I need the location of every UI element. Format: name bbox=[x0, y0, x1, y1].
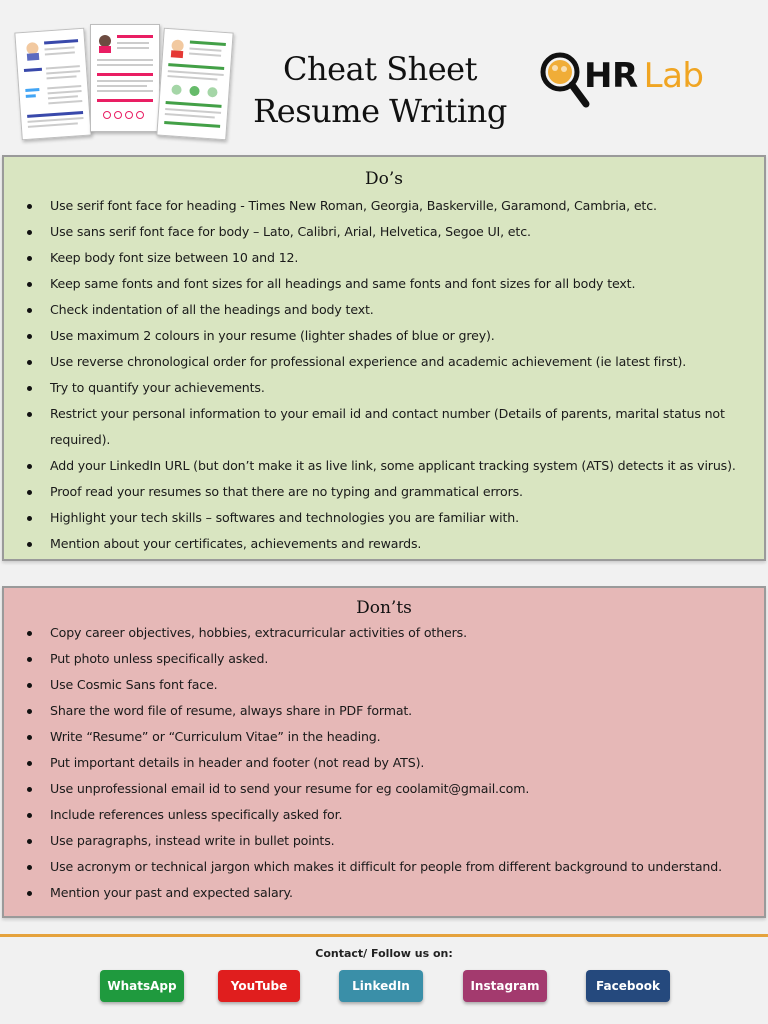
header bbox=[0, 0, 768, 152]
donts-list-item: Use Cosmic Sans font face. bbox=[25, 672, 750, 698]
donts-heading: Don’ts bbox=[356, 598, 412, 618]
page-title bbox=[240, 48, 520, 132]
resume-thumbnail-pink bbox=[90, 24, 160, 132]
donts-list-item: Use acronym or technical jargon which makes it difficult for people from different background to understand. bbox=[25, 854, 750, 880]
donts-list-item: Copy career objectives, hobbies, extracurricular activities of others. bbox=[25, 620, 750, 646]
donts-list-item: Write “Resume” or “Curriculum Vitae” in the heading. bbox=[25, 724, 750, 750]
resume-thumbnail-green bbox=[156, 28, 233, 141]
linkedin-button[interactable]: LinkedIn bbox=[339, 970, 423, 1002]
dos-section bbox=[2, 155, 766, 561]
dos-list-item: Use sans serif font face for body – Lato, Calibri, Arial, Helvetica, Segoe UI, etc. bbox=[25, 219, 750, 245]
instagram-button[interactable]: Instagram bbox=[463, 970, 547, 1002]
resume-thumbnail-blue bbox=[14, 28, 91, 141]
dos-list-item: Check indentation of all the headings and body text. bbox=[25, 297, 750, 323]
title-line-1: Cheat Sheet bbox=[283, 50, 477, 88]
donts-list-item: Include references unless specifically asked for. bbox=[25, 802, 750, 828]
youtube-button[interactable]: YouTube bbox=[218, 970, 300, 1002]
dos-list-item: Restrict your personal information to your email id and contact number (Details of parents, marital status not required). bbox=[25, 401, 750, 453]
dos-list-item: Add your LinkedIn URL (but don’t make it as live link, some applicant tracking system (ATS) detects it as virus). bbox=[25, 453, 750, 479]
donts-list-item: Mention your past and expected salary. bbox=[25, 880, 750, 906]
dos-list-item: Keep body font size between 10 and 12. bbox=[25, 245, 750, 271]
dos-list-item: Keep same fonts and font sizes for all headings and same fonts and font sizes for all body text. bbox=[25, 271, 750, 297]
donts-section bbox=[2, 586, 766, 918]
dos-list-item: Proof read your resumes so that there are no typing and grammatical errors. bbox=[25, 479, 750, 505]
donts-list-item: Put photo unless specifically asked. bbox=[25, 646, 750, 672]
dos-list-item: Try to quantify your achievements. bbox=[25, 375, 750, 401]
dos-list-item: Use serif font face for heading - Times New Roman, Georgia, Baskerville, Garamond, Cambria, etc. bbox=[25, 193, 750, 219]
logo-hr-text: HR bbox=[584, 56, 638, 96]
title-line-2: Resume Writing bbox=[253, 92, 507, 130]
donts-list-item: Use paragraphs, instead write in bullet points. bbox=[25, 828, 750, 854]
dos-list-item: Use maximum 2 colours in your resume (lighter shades of blue or grey). bbox=[25, 323, 750, 349]
donts-list-item: Use unprofessional email id to send your resume for eg coolamit@gmail.com. bbox=[25, 776, 750, 802]
resume-thumbnails-illustration bbox=[14, 22, 234, 144]
dos-list-item: Use reverse chronological order for professional experience and academic achievement (ie latest first). bbox=[25, 349, 750, 375]
contact-label: Contact/ Follow us on: bbox=[315, 947, 453, 960]
donts-list-item: Share the word file of resume, always share in PDF format. bbox=[25, 698, 750, 724]
hr-lab-logo bbox=[534, 48, 744, 118]
dos-list-item: Mention about your certificates, achievements and rewards. bbox=[25, 531, 750, 557]
dos-list-item: Highlight your tech skills – softwares and technologies you are familiar with. bbox=[25, 505, 750, 531]
footer-divider bbox=[0, 934, 768, 937]
dos-list bbox=[4, 193, 764, 557]
donts-list-item: Put important details in header and footer (not read by ATS). bbox=[25, 750, 750, 776]
dos-heading: Do’s bbox=[365, 169, 403, 189]
facebook-button[interactable]: Facebook bbox=[586, 970, 670, 1002]
donts-list bbox=[4, 620, 764, 906]
whatsapp-button[interactable]: WhatsApp bbox=[100, 970, 184, 1002]
logo-lab-text: Lab bbox=[643, 56, 704, 96]
